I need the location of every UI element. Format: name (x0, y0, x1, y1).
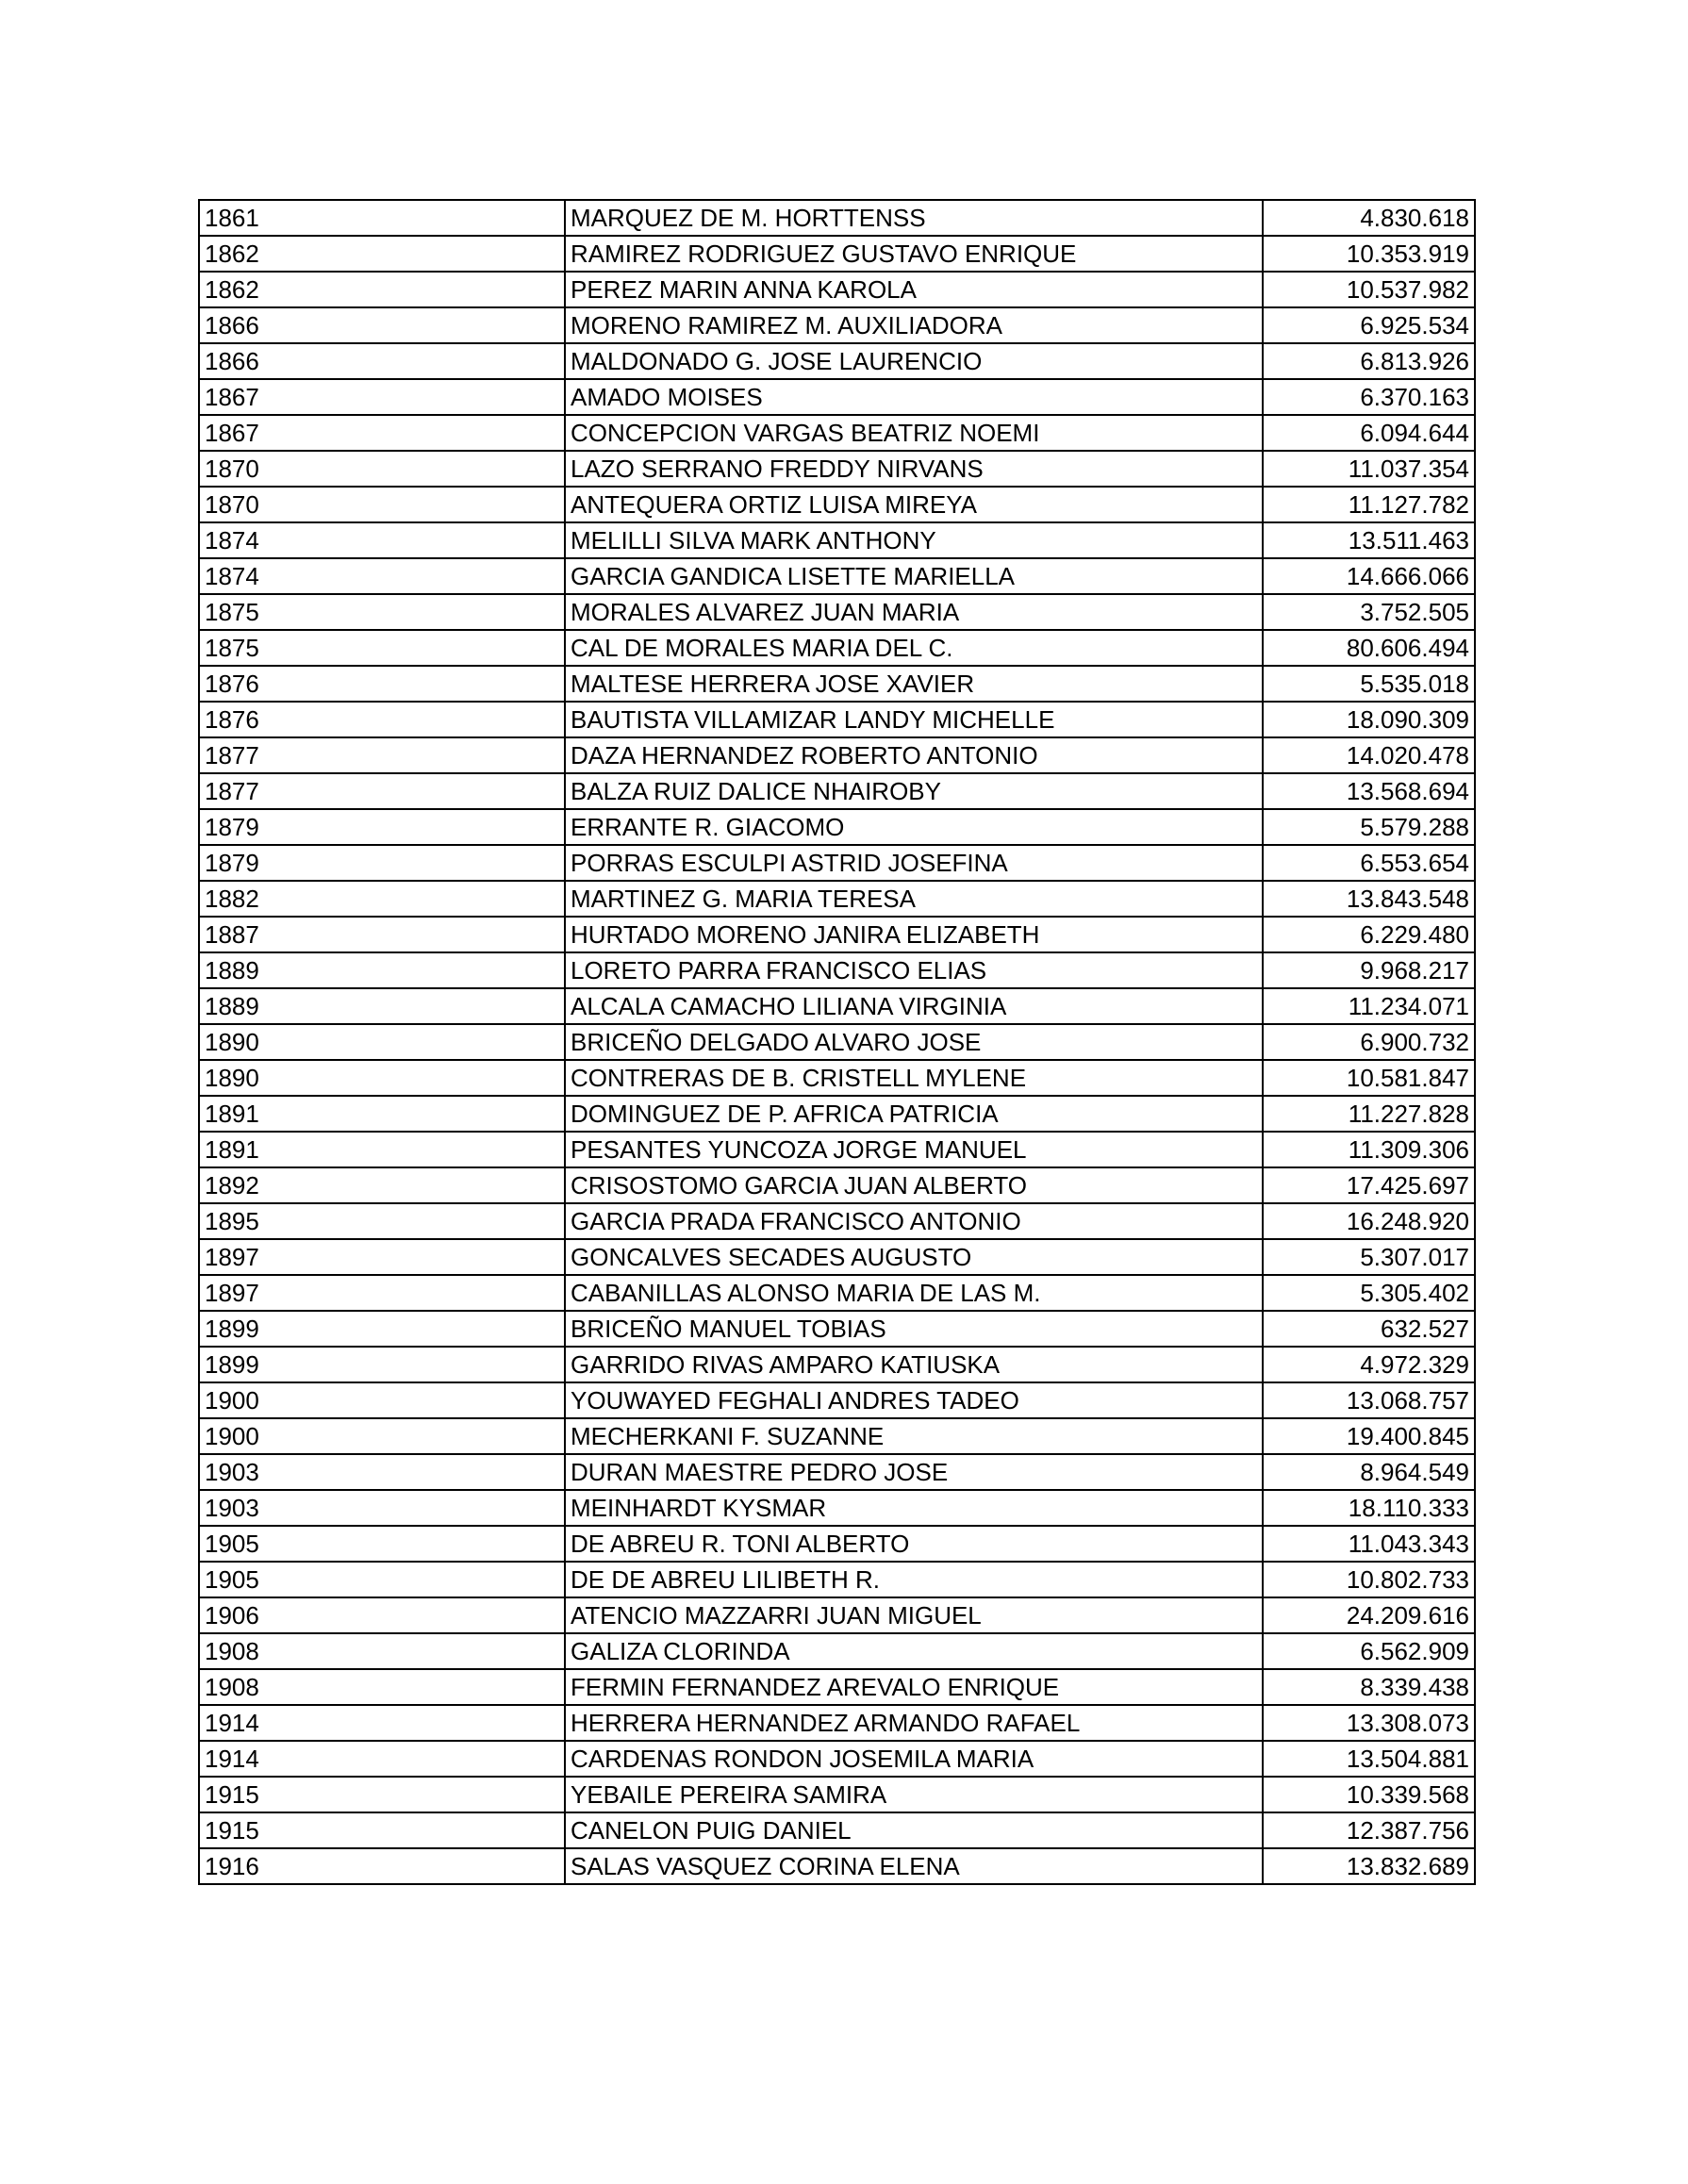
table-row (199, 845, 1475, 881)
row-number-cell: 1903 (199, 1454, 565, 1490)
table-row (199, 1526, 1475, 1562)
row-name-cell: CRISOSTOMO GARCIA JUAN ALBERTO (565, 1167, 1263, 1203)
table-row (199, 1669, 1475, 1705)
row-number-cell: 1908 (199, 1633, 565, 1669)
row-name-cell: YEBAILE PEREIRA SAMIRA (565, 1777, 1263, 1812)
row-amount-cell: 13.308.073 (1263, 1705, 1475, 1741)
row-name-cell: SALAS VASQUEZ CORINA ELENA (565, 1848, 1263, 1884)
row-amount-cell: 13.832.689 (1263, 1848, 1475, 1884)
row-number-cell: 1916 (199, 1848, 565, 1884)
row-number-cell: 1874 (199, 558, 565, 594)
row-number-cell: 1915 (199, 1812, 565, 1848)
table-row (199, 1203, 1475, 1239)
table-row (199, 881, 1475, 917)
ledger-table (198, 199, 1476, 1885)
table-row (199, 558, 1475, 594)
row-name-cell: MALDONADO G. JOSE LAURENCIO (565, 343, 1263, 379)
row-amount-cell: 5.535.018 (1263, 666, 1475, 702)
row-amount-cell: 12.387.756 (1263, 1812, 1475, 1848)
table-row (199, 451, 1475, 487)
row-amount-cell: 19.400.845 (1263, 1418, 1475, 1454)
table-row (199, 1705, 1475, 1741)
row-amount-cell: 5.307.017 (1263, 1239, 1475, 1275)
row-amount-cell: 16.248.920 (1263, 1203, 1475, 1239)
row-number-cell: 1906 (199, 1597, 565, 1633)
table-row (199, 1418, 1475, 1454)
row-name-cell: MARTINEZ G. MARIA TERESA (565, 881, 1263, 917)
row-name-cell: HURTADO MORENO JANIRA ELIZABETH (565, 917, 1263, 952)
table-row (199, 379, 1475, 415)
row-number-cell: 1875 (199, 630, 565, 666)
row-name-cell: PEREZ MARIN ANNA KAROLA (565, 272, 1263, 307)
row-number-cell: 1875 (199, 594, 565, 630)
row-name-cell: ERRANTE R. GIACOMO (565, 809, 1263, 845)
row-number-cell: 1882 (199, 881, 565, 917)
row-amount-cell: 10.537.982 (1263, 272, 1475, 307)
row-amount-cell: 13.511.463 (1263, 522, 1475, 558)
row-amount-cell: 6.813.926 (1263, 343, 1475, 379)
row-amount-cell: 13.843.548 (1263, 881, 1475, 917)
table-row (199, 952, 1475, 988)
row-amount-cell: 17.425.697 (1263, 1167, 1475, 1203)
row-number-cell: 1892 (199, 1167, 565, 1203)
row-amount-cell: 8.964.549 (1263, 1454, 1475, 1490)
table-row (199, 773, 1475, 809)
row-name-cell: CABANILLAS ALONSO MARIA DE LAS M. (565, 1275, 1263, 1311)
table-row (199, 1848, 1475, 1884)
table-row (199, 809, 1475, 845)
table-row (199, 737, 1475, 773)
table-row (199, 522, 1475, 558)
row-name-cell: GONCALVES SECADES AUGUSTO (565, 1239, 1263, 1275)
ledger-table-body (199, 200, 1475, 1884)
table-row (199, 666, 1475, 702)
row-number-cell: 1890 (199, 1024, 565, 1060)
row-amount-cell: 6.900.732 (1263, 1024, 1475, 1060)
row-amount-cell: 14.666.066 (1263, 558, 1475, 594)
row-number-cell: 1879 (199, 845, 565, 881)
row-number-cell: 1914 (199, 1705, 565, 1741)
row-name-cell: CARDENAS RONDON JOSEMILA MARIA (565, 1741, 1263, 1777)
table-row (199, 1311, 1475, 1347)
row-number-cell: 1915 (199, 1777, 565, 1812)
row-name-cell: DOMINGUEZ DE P. AFRICA PATRICIA (565, 1096, 1263, 1132)
row-number-cell: 1891 (199, 1132, 565, 1167)
row-number-cell: 1862 (199, 236, 565, 272)
row-number-cell: 1900 (199, 1382, 565, 1418)
row-amount-cell: 6.553.654 (1263, 845, 1475, 881)
row-name-cell: MORALES ALVAREZ JUAN MARIA (565, 594, 1263, 630)
row-name-cell: BRICEÑO DELGADO ALVARO JOSE (565, 1024, 1263, 1060)
row-amount-cell: 5.579.288 (1263, 809, 1475, 845)
row-name-cell: BAUTISTA VILLAMIZAR LANDY MICHELLE (565, 702, 1263, 737)
table-row (199, 1633, 1475, 1669)
row-amount-cell: 11.227.828 (1263, 1096, 1475, 1132)
row-name-cell: BRICEÑO MANUEL TOBIAS (565, 1311, 1263, 1347)
table-row (199, 1597, 1475, 1633)
table-row (199, 1562, 1475, 1597)
row-amount-cell: 10.802.733 (1263, 1562, 1475, 1597)
row-amount-cell: 18.110.333 (1263, 1490, 1475, 1526)
row-name-cell: CONCEPCION VARGAS BEATRIZ NOEMI (565, 415, 1263, 451)
table-row (199, 200, 1475, 236)
row-name-cell: BALZA RUIZ DALICE NHAIROBY (565, 773, 1263, 809)
row-amount-cell: 80.606.494 (1263, 630, 1475, 666)
row-number-cell: 1889 (199, 952, 565, 988)
row-name-cell: GALIZA CLORINDA (565, 1633, 1263, 1669)
row-number-cell: 1905 (199, 1526, 565, 1562)
row-name-cell: GARCIA GANDICA LISETTE MARIELLA (565, 558, 1263, 594)
table-row (199, 1741, 1475, 1777)
table-row (199, 1060, 1475, 1096)
row-number-cell: 1861 (199, 200, 565, 236)
row-amount-cell: 24.209.616 (1263, 1597, 1475, 1633)
row-amount-cell: 6.094.644 (1263, 415, 1475, 451)
table-row (199, 1167, 1475, 1203)
row-number-cell: 1866 (199, 307, 565, 343)
row-amount-cell: 10.353.919 (1263, 236, 1475, 272)
row-amount-cell: 6.370.163 (1263, 379, 1475, 415)
row-amount-cell: 10.581.847 (1263, 1060, 1475, 1096)
row-number-cell: 1905 (199, 1562, 565, 1597)
row-name-cell: LORETO PARRA FRANCISCO ELIAS (565, 952, 1263, 988)
table-row (199, 1024, 1475, 1060)
row-name-cell: GARCIA PRADA FRANCISCO ANTONIO (565, 1203, 1263, 1239)
row-amount-cell: 11.234.071 (1263, 988, 1475, 1024)
row-name-cell: ALCALA CAMACHO LILIANA VIRGINIA (565, 988, 1263, 1024)
row-amount-cell: 14.020.478 (1263, 737, 1475, 773)
row-name-cell: PORRAS ESCULPI ASTRID JOSEFINA (565, 845, 1263, 881)
table-row (199, 594, 1475, 630)
table-row (199, 1347, 1475, 1382)
row-number-cell: 1891 (199, 1096, 565, 1132)
table-row (199, 1490, 1475, 1526)
row-number-cell: 1889 (199, 988, 565, 1024)
row-amount-cell: 11.043.343 (1263, 1526, 1475, 1562)
table-row (199, 630, 1475, 666)
table-row (199, 988, 1475, 1024)
row-name-cell: MEINHARDT KYSMAR (565, 1490, 1263, 1526)
row-number-cell: 1908 (199, 1669, 565, 1705)
row-name-cell: MECHERKANI F. SUZANNE (565, 1418, 1263, 1454)
table-row (199, 1382, 1475, 1418)
table-row (199, 1812, 1475, 1848)
table-row (199, 1777, 1475, 1812)
row-name-cell: RAMIREZ RODRIGUEZ GUSTAVO ENRIQUE (565, 236, 1263, 272)
row-number-cell: 1887 (199, 917, 565, 952)
row-number-cell: 1877 (199, 773, 565, 809)
row-name-cell: MALTESE HERRERA JOSE XAVIER (565, 666, 1263, 702)
table-row (199, 1096, 1475, 1132)
table-row (199, 415, 1475, 451)
row-amount-cell: 6.229.480 (1263, 917, 1475, 952)
row-number-cell: 1895 (199, 1203, 565, 1239)
row-name-cell: DE DE ABREU LILIBETH R. (565, 1562, 1263, 1597)
row-name-cell: DAZA HERNANDEZ ROBERTO ANTONIO (565, 737, 1263, 773)
table-row (199, 307, 1475, 343)
row-number-cell: 1870 (199, 451, 565, 487)
row-number-cell: 1867 (199, 415, 565, 451)
row-number-cell: 1897 (199, 1239, 565, 1275)
row-amount-cell: 18.090.309 (1263, 702, 1475, 737)
row-name-cell: FERMIN FERNANDEZ AREVALO ENRIQUE (565, 1669, 1263, 1705)
row-number-cell: 1876 (199, 666, 565, 702)
row-name-cell: GARRIDO RIVAS AMPARO KATIUSKA (565, 1347, 1263, 1382)
row-amount-cell: 11.309.306 (1263, 1132, 1475, 1167)
row-amount-cell: 4.972.329 (1263, 1347, 1475, 1382)
row-number-cell: 1914 (199, 1741, 565, 1777)
row-name-cell: CONTRERAS DE B. CRISTELL MYLENE (565, 1060, 1263, 1096)
row-amount-cell: 13.568.694 (1263, 773, 1475, 809)
row-name-cell: MARQUEZ DE M. HORTTENSS (565, 200, 1263, 236)
row-name-cell: AMADO MOISES (565, 379, 1263, 415)
row-name-cell: CANELON PUIG DANIEL (565, 1812, 1263, 1848)
row-name-cell: ANTEQUERA ORTIZ LUISA MIREYA (565, 487, 1263, 522)
row-amount-cell: 13.068.757 (1263, 1382, 1475, 1418)
row-number-cell: 1899 (199, 1347, 565, 1382)
row-amount-cell: 11.037.354 (1263, 451, 1475, 487)
row-name-cell: LAZO SERRANO FREDDY NIRVANS (565, 451, 1263, 487)
row-number-cell: 1877 (199, 737, 565, 773)
row-number-cell: 1903 (199, 1490, 565, 1526)
row-name-cell: ATENCIO MAZZARRI JUAN MIGUEL (565, 1597, 1263, 1633)
row-name-cell: HERRERA HERNANDEZ ARMANDO RAFAEL (565, 1705, 1263, 1741)
table-row (199, 702, 1475, 737)
row-number-cell: 1897 (199, 1275, 565, 1311)
row-amount-cell: 11.127.782 (1263, 487, 1475, 522)
row-number-cell: 1867 (199, 379, 565, 415)
row-name-cell: PESANTES YUNCOZA JORGE MANUEL (565, 1132, 1263, 1167)
row-amount-cell: 8.339.438 (1263, 1669, 1475, 1705)
row-amount-cell: 3.752.505 (1263, 594, 1475, 630)
row-number-cell: 1900 (199, 1418, 565, 1454)
row-number-cell: 1876 (199, 702, 565, 737)
row-amount-cell: 10.339.568 (1263, 1777, 1475, 1812)
row-amount-cell: 13.504.881 (1263, 1741, 1475, 1777)
row-amount-cell: 632.527 (1263, 1311, 1475, 1347)
table-row (199, 1239, 1475, 1275)
row-name-cell: CAL DE MORALES MARIA DEL C. (565, 630, 1263, 666)
row-amount-cell: 9.968.217 (1263, 952, 1475, 988)
row-amount-cell: 5.305.402 (1263, 1275, 1475, 1311)
row-number-cell: 1874 (199, 522, 565, 558)
row-number-cell: 1870 (199, 487, 565, 522)
row-name-cell: DE ABREU R. TONI ALBERTO (565, 1526, 1263, 1562)
row-amount-cell: 6.925.534 (1263, 307, 1475, 343)
row-amount-cell: 6.562.909 (1263, 1633, 1475, 1669)
row-number-cell: 1866 (199, 343, 565, 379)
row-number-cell: 1879 (199, 809, 565, 845)
table-row (199, 1454, 1475, 1490)
table-row (199, 272, 1475, 307)
table-row (199, 1132, 1475, 1167)
row-number-cell: 1862 (199, 272, 565, 307)
row-amount-cell: 4.830.618 (1263, 200, 1475, 236)
table-row (199, 1275, 1475, 1311)
table-row (199, 343, 1475, 379)
row-name-cell: MELILLI SILVA MARK ANTHONY (565, 522, 1263, 558)
table-row (199, 487, 1475, 522)
row-name-cell: MORENO RAMIREZ M. AUXILIADORA (565, 307, 1263, 343)
row-number-cell: 1899 (199, 1311, 565, 1347)
row-name-cell: YOUWAYED FEGHALI ANDRES TADEO (565, 1382, 1263, 1418)
row-number-cell: 1890 (199, 1060, 565, 1096)
table-row (199, 236, 1475, 272)
table-row (199, 917, 1475, 952)
row-name-cell: DURAN MAESTRE PEDRO JOSE (565, 1454, 1263, 1490)
